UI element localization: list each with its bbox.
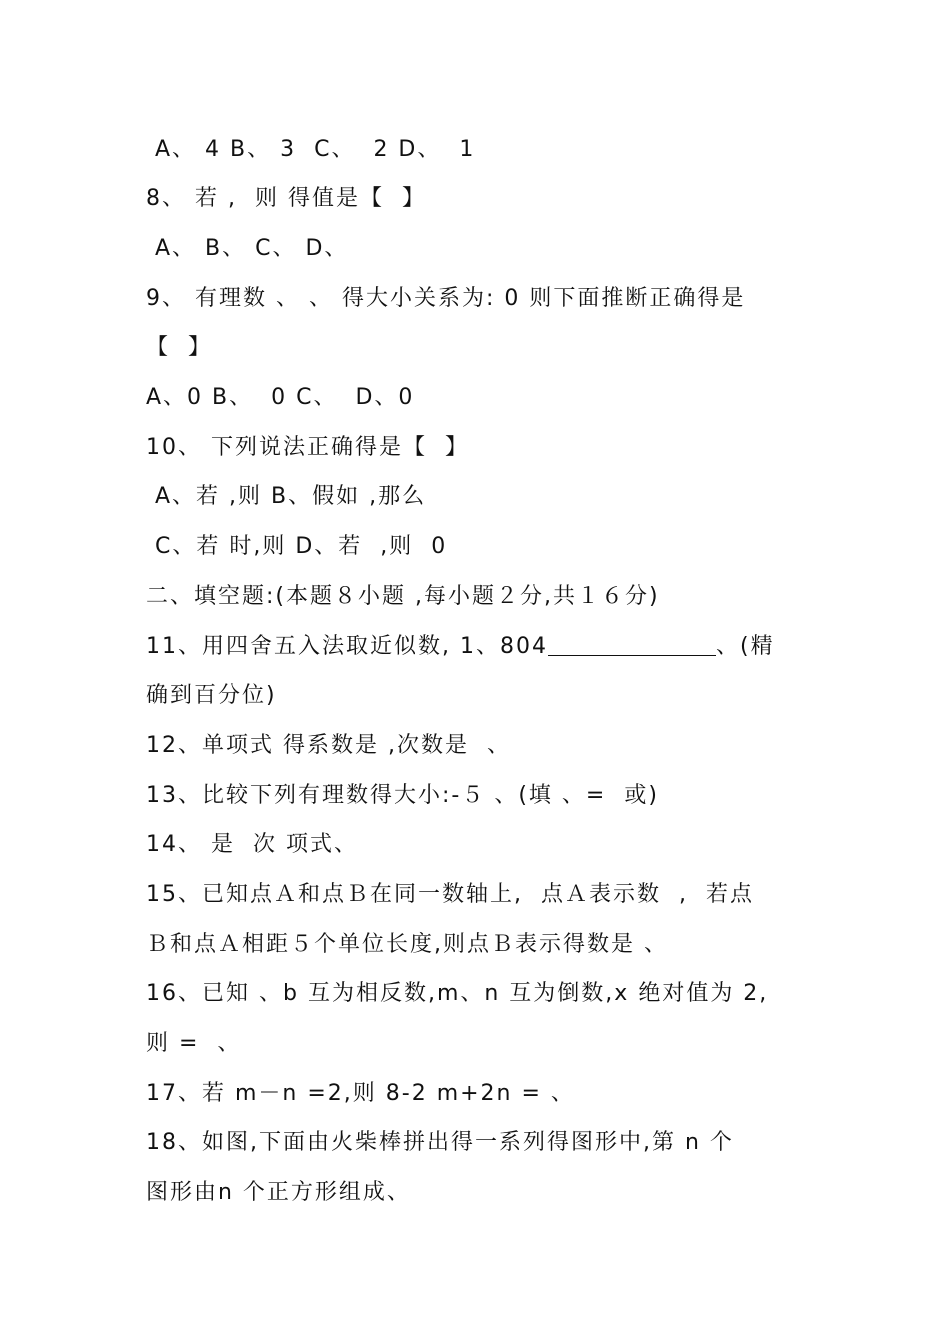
- q13-stem: 13、比较下列有理数得大小:-５ 、(填 、= 或): [146, 783, 659, 808]
- q11-text-after: 、(精: [715, 634, 775, 659]
- q11-continued: 确到百分位): [146, 683, 277, 708]
- q14-stem: 14、 是 次 项式、: [146, 832, 358, 857]
- q17-stem: 17、若 m－n =2,则 8-2 m+2n = 、: [146, 1081, 575, 1106]
- section-heading: 二、填空题:(本题８小题 ,每小题２分,共１６分): [146, 584, 660, 609]
- q11-stem: [146, 627, 826, 667]
- q9-bracket: 【 】: [146, 335, 212, 360]
- q10-stem: 10、 下列说法正确得是【 】: [146, 435, 469, 460]
- q7-options: A、 4 B、 3 C、 2 D、 1: [146, 137, 476, 162]
- q8-options: A、 B、 C、 D、: [146, 236, 349, 261]
- q9-stem: 9、 有理数 、 、 得大小关系为: 0 则下面推断正确得是: [146, 286, 746, 311]
- q10-options-cd: C、若 时,则 D、若 ,则 0: [146, 534, 448, 559]
- q15-continued: Ｂ和点Ａ相距５个单位长度,则点Ｂ表示得数是 、: [146, 932, 668, 957]
- q18-stem: 18、如图,下面由火柴棒拼出得一系列得图形中,第 n 个: [146, 1130, 734, 1155]
- q16-continued: 则 = 、: [146, 1031, 242, 1056]
- q15-stem: 15、已知点Ａ和点Ｂ在同一数轴上, 点Ａ表示数 , 若点: [146, 882, 754, 907]
- q8-stem: 8、 若 , 则 得值是【 】: [146, 186, 426, 211]
- q12-stem: 12、单项式 得系数是 ,次数是 、: [146, 733, 511, 758]
- q9-options: A、0 B、 0 C、 D、0: [146, 385, 415, 410]
- q16-stem: 16、已知 、b 互为相反数,m、n 互为倒数,x 绝对值为 2,: [146, 981, 769, 1006]
- answer-blank[interactable]: [548, 627, 716, 656]
- q11-text-before: 11、用四舍五入法取近似数, 1、804: [146, 634, 548, 659]
- q18-continued: 图形由n 个正方形组成、: [146, 1180, 411, 1205]
- q10-options-ab: A、若 ,则 B、假如 ,那么: [146, 484, 427, 509]
